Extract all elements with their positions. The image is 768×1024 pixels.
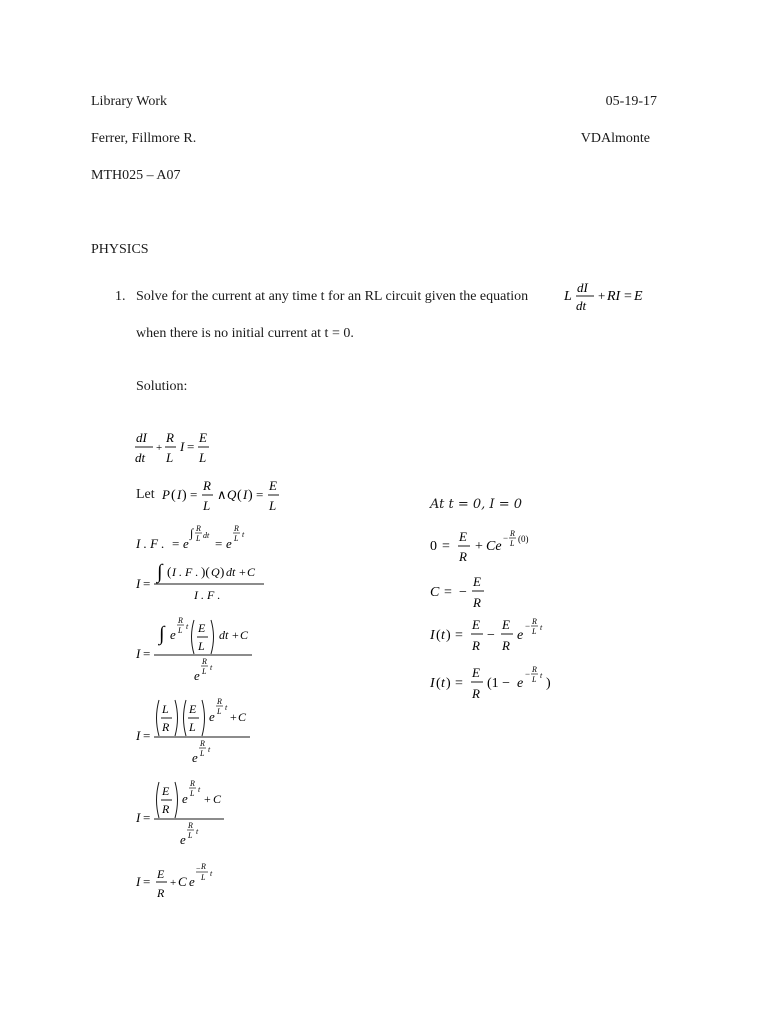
svg-text:R: R	[472, 686, 480, 701]
svg-text:(: (	[167, 564, 172, 579]
svg-text:(: (	[436, 676, 441, 691]
svg-text:(1 −: (1 −	[487, 676, 511, 691]
svg-text:e: e	[226, 536, 232, 551]
svg-text:): )	[546, 676, 551, 691]
svg-text:=: =	[172, 536, 180, 551]
svg-text:e: e	[189, 874, 195, 889]
svg-text:R: R	[162, 802, 170, 816]
svg-text:t: t	[242, 530, 245, 539]
svg-text:=: =	[444, 585, 452, 600]
svg-text:): )	[446, 676, 451, 691]
svg-text:L: L	[200, 749, 205, 758]
svg-text:−: −	[525, 621, 531, 631]
svg-text:C: C	[213, 792, 222, 806]
svg-text:t: t	[540, 671, 543, 680]
svg-text:L: L	[201, 873, 206, 882]
svg-text:L: L	[178, 626, 183, 635]
svg-text:∫: ∫	[157, 561, 163, 583]
problem-text-line2: when there is no initial current at t = 0.	[136, 326, 354, 341]
equation-right-3	[428, 614, 568, 658]
svg-text:R: R	[202, 657, 207, 666]
svg-text:L: L	[532, 675, 537, 684]
svg-text:=: =	[143, 728, 151, 743]
equation-right-4	[428, 662, 578, 706]
svg-text:∫: ∫	[190, 526, 194, 540]
svg-text:t: t	[208, 745, 211, 754]
equation-right-1	[428, 526, 558, 570]
svg-text:dI: dI	[577, 280, 588, 295]
svg-text:E: E	[459, 529, 467, 544]
svg-text:R: R	[162, 720, 170, 734]
svg-text:e: e	[170, 627, 176, 642]
svg-text:I: I	[136, 646, 141, 661]
svg-text:L: L	[199, 450, 207, 465]
svg-text:=: =	[143, 874, 151, 889]
svg-text:E: E	[199, 430, 207, 445]
svg-text:(: (	[171, 488, 176, 503]
svg-text:+: +	[239, 565, 246, 579]
svg-text:I . F .: I . F .	[194, 588, 221, 602]
svg-text:e: e	[517, 676, 524, 691]
svg-text:t: t	[540, 623, 543, 632]
svg-text:+: +	[156, 442, 163, 454]
svg-text:=: =	[624, 289, 632, 304]
given-equation	[562, 276, 672, 316]
svg-text:t: t	[210, 663, 213, 672]
svg-text:=: =	[455, 628, 463, 643]
equation-step-4	[134, 556, 274, 606]
svg-text:L: L	[269, 498, 277, 513]
instructor-name: VDAlmonte	[580, 131, 650, 146]
svg-text:I: I	[180, 439, 185, 454]
svg-text:e: e	[194, 668, 200, 683]
svg-text:Q: Q	[211, 565, 220, 579]
svg-text:R: R	[510, 529, 515, 538]
svg-text:e: e	[517, 628, 524, 643]
svg-text:)(: )(	[201, 564, 210, 579]
svg-text:L: L	[203, 498, 211, 513]
svg-text:∫: ∫	[159, 623, 165, 645]
svg-text:E: E	[472, 665, 480, 680]
svg-text:L: L	[202, 667, 207, 676]
svg-text:+: +	[170, 877, 177, 889]
svg-text:dt: dt	[135, 450, 146, 465]
svg-text:e: e	[182, 791, 188, 806]
svg-text:L: L	[198, 639, 205, 653]
svg-text:L: L	[564, 289, 572, 304]
svg-text:I: I	[136, 728, 141, 743]
svg-text:e: e	[180, 832, 186, 847]
svg-text:R: R	[473, 595, 481, 610]
svg-text:=: =	[187, 439, 195, 454]
svg-text:): )	[182, 488, 187, 503]
svg-text:E: E	[473, 574, 481, 589]
svg-text:P: P	[162, 487, 170, 502]
svg-text:L: L	[162, 702, 169, 716]
svg-text:E: E	[634, 289, 643, 304]
svg-text:+: +	[230, 710, 237, 724]
svg-text:R: R	[459, 549, 467, 564]
svg-text:R: R	[200, 739, 205, 748]
svg-text:dI: dI	[136, 430, 147, 445]
svg-text:R: R	[472, 638, 480, 653]
initial-condition: At t = 0, I = 0	[430, 497, 522, 512]
svg-text:C: C	[240, 628, 249, 642]
svg-text:I: I	[430, 676, 435, 691]
svg-text:+: +	[204, 792, 211, 806]
svg-text:L: L	[166, 450, 174, 465]
svg-text:−: −	[196, 864, 201, 873]
svg-text:R: R	[166, 430, 174, 445]
svg-text:dt: dt	[576, 298, 587, 313]
svg-text:=: =	[143, 810, 151, 825]
svg-text:I: I	[430, 628, 435, 643]
svg-text:=: =	[455, 676, 463, 691]
svg-text:I . F .: I . F .	[136, 536, 165, 551]
document-title: Library Work	[91, 94, 167, 109]
svg-text:I: I	[243, 487, 248, 502]
svg-text:C: C	[178, 874, 187, 889]
svg-text:R: R	[217, 697, 222, 706]
svg-text:R: R	[203, 478, 211, 493]
svg-text:t: t	[441, 676, 445, 691]
svg-text:E: E	[189, 702, 197, 716]
svg-text:I: I	[136, 810, 141, 825]
svg-text:=: =	[256, 487, 264, 502]
svg-text:R: R	[532, 617, 537, 626]
svg-text:Ce: Ce	[486, 539, 502, 554]
svg-text:R: R	[190, 779, 195, 788]
svg-text:C: C	[238, 710, 247, 724]
svg-text:R: R	[201, 862, 206, 871]
svg-text:R: R	[532, 665, 537, 674]
svg-text:=: =	[143, 576, 151, 591]
section-heading: PHYSICS	[91, 242, 149, 257]
svg-text:L: L	[196, 534, 201, 543]
svg-text:−: −	[503, 533, 509, 543]
svg-text:L: L	[189, 720, 196, 734]
equation-step-8	[134, 858, 254, 906]
svg-text:=: =	[143, 646, 151, 661]
svg-text:(: (	[237, 488, 242, 503]
svg-text:−: −	[525, 669, 531, 679]
equation-step-2	[160, 474, 300, 518]
svg-text:I: I	[136, 576, 141, 591]
problem-text-line1: Solve for the current at any time t for an RL circuit given the equation	[136, 289, 529, 304]
svg-text:R: R	[196, 524, 201, 533]
equation-step-3	[134, 520, 274, 554]
svg-text:R: R	[157, 886, 165, 900]
svg-text:R: R	[188, 821, 193, 830]
svg-text:L: L	[510, 539, 515, 548]
svg-text:L: L	[188, 831, 193, 840]
svg-text:dt: dt	[219, 628, 229, 642]
svg-text:): )	[248, 488, 253, 503]
student-name: Ferrer, Fillmore R.	[91, 131, 197, 146]
equation-step-6	[134, 694, 274, 770]
svg-text:R: R	[502, 638, 510, 653]
svg-text:+: +	[232, 628, 239, 642]
problem-number: 1.	[115, 289, 126, 304]
svg-text:t: t	[198, 785, 201, 794]
course-code: MTH025 – A07	[91, 168, 181, 183]
svg-text:): )	[446, 628, 451, 643]
svg-text:E: E	[472, 617, 480, 632]
svg-text:e: e	[183, 536, 189, 551]
equation-step-7	[134, 776, 254, 852]
svg-text:−: −	[459, 585, 467, 600]
svg-text:0: 0	[430, 539, 437, 554]
solution-label: Solution:	[136, 379, 188, 394]
svg-text:t: t	[196, 827, 199, 836]
svg-text:I . F .: I . F .	[172, 565, 199, 579]
document-date: 05-19-17	[605, 94, 657, 109]
svg-text:∧: ∧	[217, 487, 227, 502]
svg-text:+: +	[475, 539, 483, 554]
svg-text:E: E	[198, 621, 206, 635]
svg-text:e: e	[209, 709, 215, 724]
svg-text:e: e	[192, 750, 198, 765]
svg-text:=: =	[215, 536, 223, 551]
svg-text:t: t	[210, 869, 213, 878]
svg-text:R: R	[178, 616, 183, 625]
equation-step-5	[134, 612, 274, 688]
svg-text:dt: dt	[203, 531, 210, 540]
svg-text:t: t	[441, 628, 445, 643]
svg-text:C: C	[247, 565, 256, 579]
svg-text:+: +	[598, 288, 606, 303]
svg-text:R: R	[234, 524, 239, 533]
svg-text:): )	[220, 564, 225, 579]
svg-text:L: L	[190, 789, 195, 798]
svg-text:L: L	[217, 707, 222, 716]
svg-text:E: E	[157, 867, 165, 881]
let-label: Let	[136, 487, 155, 502]
equation-step-1	[134, 426, 254, 470]
svg-text:RI: RI	[607, 289, 621, 304]
svg-text:(: (	[436, 628, 441, 643]
svg-text:L: L	[532, 627, 537, 636]
svg-text:E: E	[269, 478, 277, 493]
svg-text:dt: dt	[226, 565, 236, 579]
svg-text:I: I	[177, 487, 182, 502]
svg-text:t: t	[186, 622, 189, 631]
svg-text:−: −	[487, 628, 495, 643]
svg-text:=: =	[190, 487, 198, 502]
svg-text:Q: Q	[227, 487, 237, 502]
svg-text:E: E	[162, 784, 170, 798]
svg-text:I: I	[136, 874, 141, 889]
svg-text:(0): (0)	[518, 534, 529, 544]
svg-text:E: E	[502, 617, 510, 632]
svg-text:C: C	[430, 585, 440, 600]
equation-right-2	[428, 570, 508, 614]
svg-text:=: =	[442, 539, 450, 554]
svg-text:L: L	[234, 534, 239, 543]
svg-text:t: t	[225, 703, 228, 712]
